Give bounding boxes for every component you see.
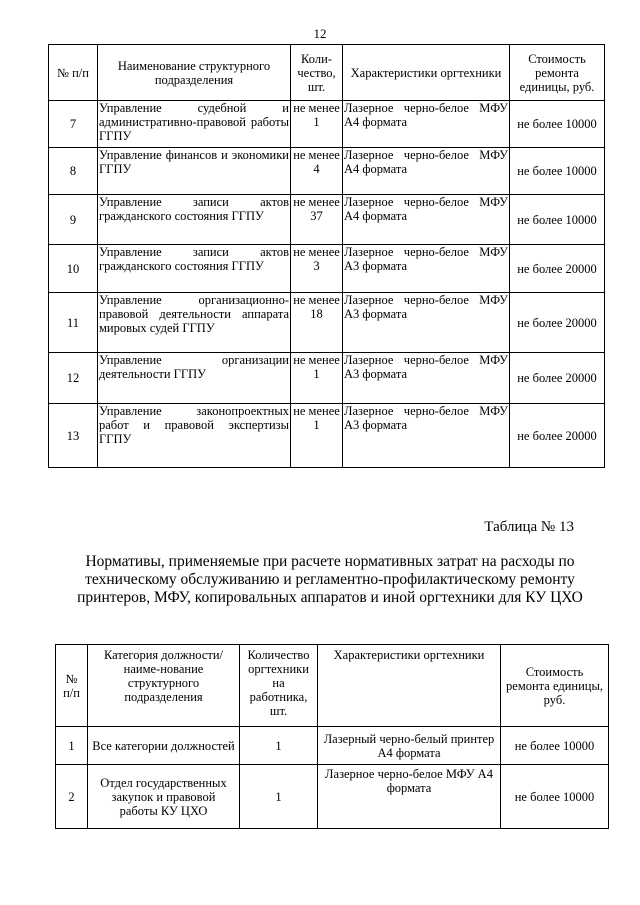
cell-characteristics: Лазерный черно-белый принтер А4 формата (318, 727, 501, 765)
table-row (56, 727, 609, 765)
table-caption: Таблица № 13 (484, 519, 574, 535)
cell-name: Управление записи актов гражданского состояния ГГПУ (98, 195, 291, 245)
cell-category: Все категории должностей (88, 727, 240, 765)
header-num: № п/п (49, 45, 98, 101)
cell-name: Управление судебной и административно-правовой работы ГГПУ (98, 101, 291, 148)
cell-cost: не более 20000 (510, 293, 605, 353)
table-row (49, 245, 605, 293)
cell-num: 7 (49, 101, 98, 148)
cell-qty: не менее 1 (291, 353, 343, 404)
header-characteristics: Характеристики оргтехники (318, 645, 501, 727)
cell-characteristics: Лазерное черно-белое МФУ А3 формата (343, 245, 510, 293)
cell-qty: не менее 37 (291, 195, 343, 245)
table-row (49, 101, 605, 148)
header-name: Наименование структурного подразделения (98, 45, 291, 101)
cell-qty: не менее 18 (291, 293, 343, 353)
cell-num: 13 (49, 404, 98, 468)
table-row (49, 404, 605, 468)
header-qty: Коли-чество, шт. (291, 45, 343, 101)
cell-name: Управление записи актов гражданского состояния ГГПУ (98, 245, 291, 293)
header-num: № п/п (56, 645, 88, 727)
table-row (49, 293, 605, 353)
cell-qty: не менее 1 (291, 404, 343, 468)
cell-characteristics: Лазерное черно-белое МФУ А4 формата (318, 765, 501, 829)
cell-cost: не более 10000 (510, 195, 605, 245)
cell-characteristics: Лазерное черно-белое МФУ А4 формата (343, 148, 510, 195)
header-cost: Стоимость ремонта единицы, руб. (510, 45, 605, 101)
header-category: Категория должности/наиме-нование структурного подразделения (88, 645, 240, 727)
cell-num: 1 (56, 727, 88, 765)
cell-characteristics: Лазерное черно-белое МФУ А3 формата (343, 404, 510, 468)
cell-cost: не более 20000 (510, 404, 605, 468)
cell-qty: 1 (240, 727, 318, 765)
cell-cost: не более 20000 (510, 245, 605, 293)
cell-num: 11 (49, 293, 98, 353)
cell-cost: не более 10000 (501, 727, 609, 765)
cell-num: 8 (49, 148, 98, 195)
cell-name: Управление финансов и экономики ГГПУ (98, 148, 291, 195)
table-row (56, 765, 609, 829)
cell-cost: не более 10000 (510, 148, 605, 195)
cell-qty: не менее 4 (291, 148, 343, 195)
cell-cost: не более 10000 (501, 765, 609, 829)
cell-characteristics: Лазерное черно-белое МФУ А3 формата (343, 353, 510, 404)
cell-name: Управление организации деятельности ГГПУ (98, 353, 291, 404)
cell-qty: не менее 1 (291, 101, 343, 148)
table-row (49, 148, 605, 195)
cell-num: 10 (49, 245, 98, 293)
header-cost: Стоимость ремонта единицы, руб. (501, 645, 609, 727)
cell-characteristics: Лазерное черно-белое МФУ А4 формата (343, 195, 510, 245)
cell-num: 2 (56, 765, 88, 829)
page-number: 12 (313, 26, 327, 41)
header-qty: Количество оргтехники на работника, шт. (240, 645, 318, 727)
cell-cost: не более 20000 (510, 353, 605, 404)
equipment-repair-table-continued (48, 44, 605, 468)
cell-name: Управление организационно-правовой деятельности аппарата мировых судей ГГПУ (98, 293, 291, 353)
cell-characteristics: Лазерное черно-белое МФУ А4 формата (343, 101, 510, 148)
cell-num: 9 (49, 195, 98, 245)
cell-qty: 1 (240, 765, 318, 829)
header-characteristics: Характеристики оргтехники (343, 45, 510, 101)
repair-norms-table (55, 644, 609, 829)
cell-qty: не менее 3 (291, 245, 343, 293)
table-row (49, 195, 605, 245)
cell-category: Отдел государственных закупок и правовой работы КУ ЦХО (88, 765, 240, 829)
section-title: Нормативы, применяемые при расчете нормативных затрат на расходы по техническому обслуживанию и регламентно-профилактическому ремонту принтеров, МФУ, копировальных аппаратов и иной оргтехники для КУ ЦХО (77, 553, 583, 606)
cell-cost: не более 10000 (510, 101, 605, 148)
cell-characteristics: Лазерное черно-белое МФУ А3 формата (343, 293, 510, 353)
cell-name: Управление законопроектных работ и правовой экспертизы ГГПУ (98, 404, 291, 468)
cell-num: 12 (49, 353, 98, 404)
table-row (49, 353, 605, 404)
